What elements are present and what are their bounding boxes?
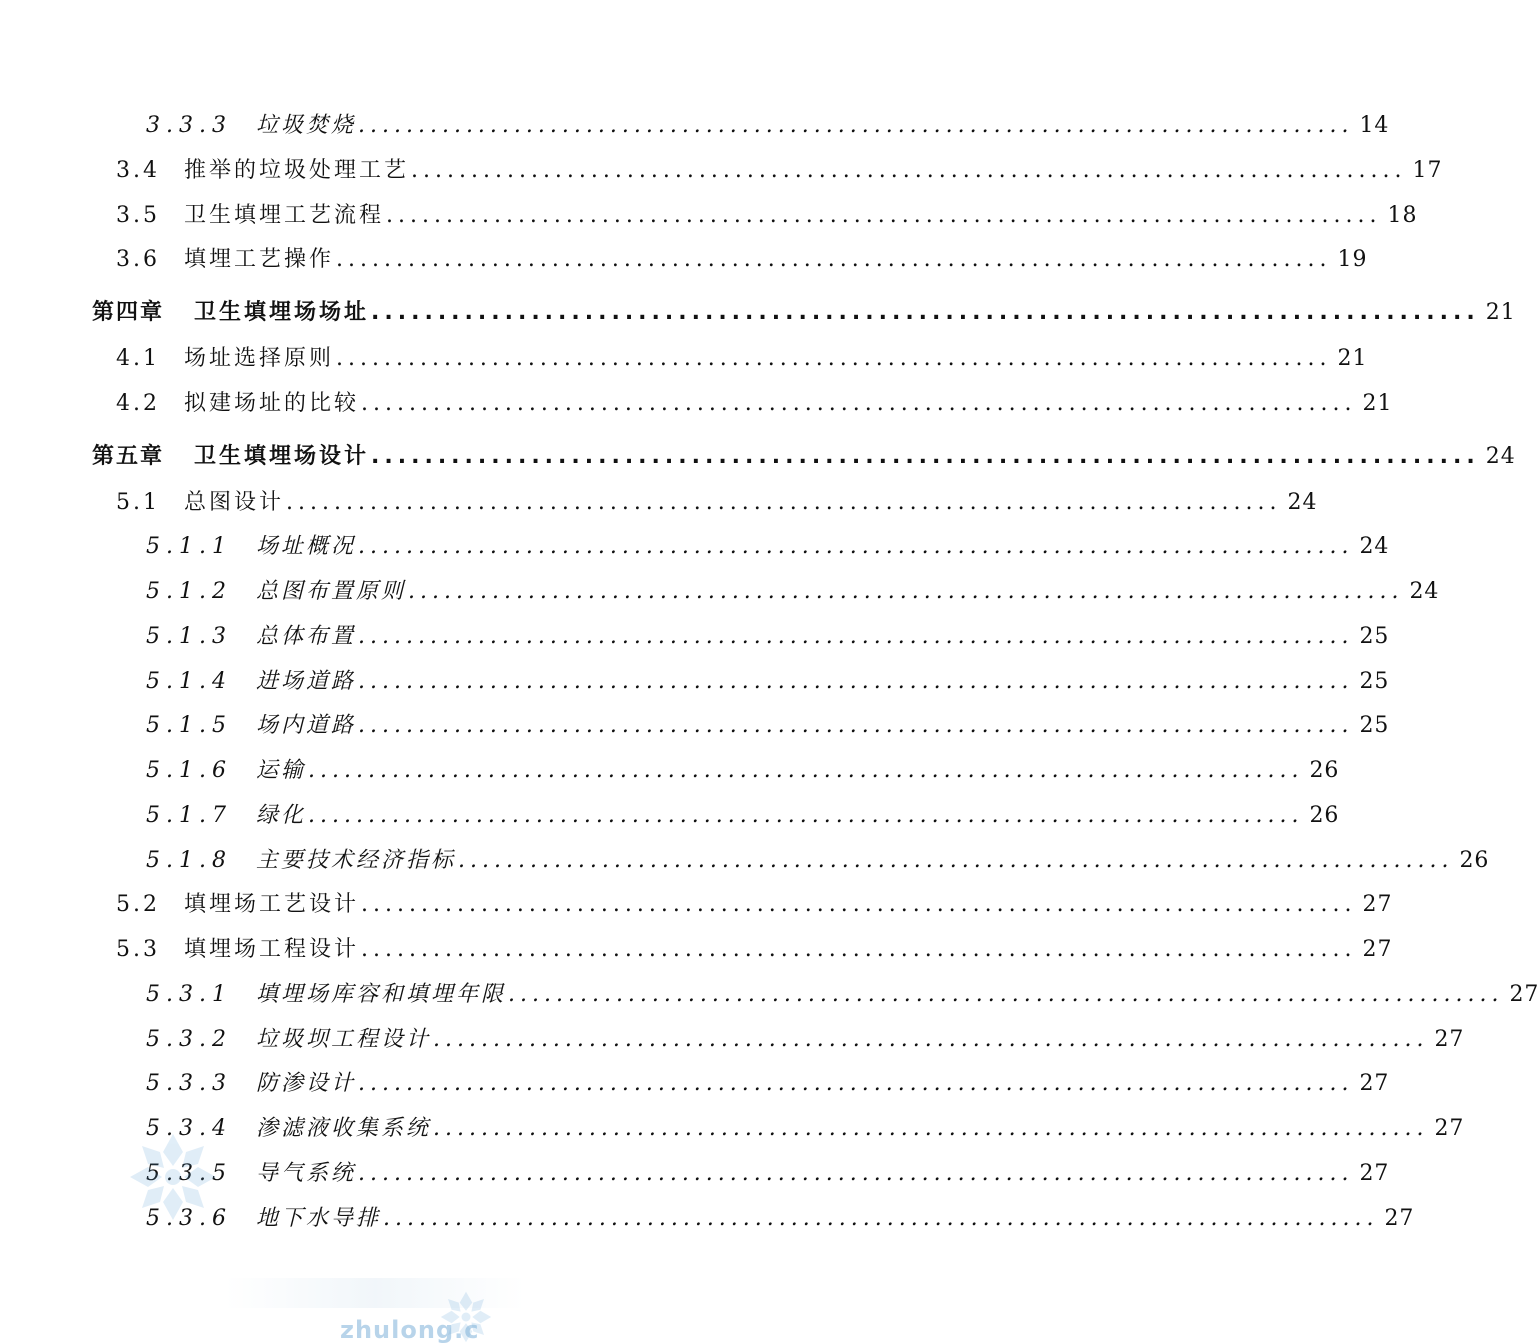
toc-entry[interactable] bbox=[92, 282, 1516, 326]
toc-entry[interactable] bbox=[116, 229, 1368, 273]
toc-entry-title: 卫生填埋场设计 bbox=[194, 443, 370, 469]
toc-entry-number: 5.2 bbox=[116, 892, 160, 918]
toc-dot-leader: ................................................................................... bbox=[408, 579, 1404, 604]
toc-entry-number: 第四章 bbox=[92, 300, 165, 325]
toc-page-number: 26 bbox=[1459, 847, 1490, 873]
toc-entry[interactable] bbox=[146, 1098, 1465, 1142]
toc-entry-number: 5.1.8 bbox=[146, 847, 232, 873]
toc-dot-leader: ................................................................................... bbox=[358, 1160, 1354, 1186]
snowflake-watermark-icon bbox=[128, 1132, 218, 1222]
toc-entry-number: 5.1.6 bbox=[146, 758, 232, 783]
toc-entry-title: 总图布置原则 bbox=[255, 579, 406, 604]
toc-dot-leader: ................................................................................... bbox=[308, 758, 1304, 783]
toc-dot-leader: ................................................................................... bbox=[286, 489, 1282, 515]
toc-page-number: 25 bbox=[1359, 623, 1390, 649]
toc-entry[interactable] bbox=[116, 140, 1443, 184]
toc-page-number: 26 bbox=[1309, 802, 1340, 828]
toc-entry[interactable] bbox=[92, 426, 1516, 470]
toc-entry-title: 主要技术经济指标 bbox=[255, 847, 456, 873]
toc-page-number: 27 bbox=[1434, 1116, 1465, 1141]
toc-entry[interactable] bbox=[116, 874, 1393, 918]
toc-entry-number: 5.1.1 bbox=[146, 534, 232, 560]
toc-page-number: 27 bbox=[1384, 1205, 1415, 1231]
toc-dot-leader: ................................................................................... bbox=[358, 623, 1354, 649]
watermark-text: zhulong.c bbox=[340, 1316, 480, 1344]
toc-dot-leader: ................................................................................... bbox=[371, 300, 1480, 325]
toc-entry-title: 填埋场工艺设计 bbox=[184, 892, 360, 918]
toc-entry-title: 地下水导排 bbox=[255, 1205, 381, 1231]
toc-page-number: 27 bbox=[1509, 981, 1539, 1007]
toc-page-number: 27 bbox=[1359, 1160, 1390, 1186]
toc-dot-leader: ................................................................................... bbox=[336, 247, 1332, 273]
toc-entry-number: 5.1.3 bbox=[146, 623, 232, 649]
toc-entry[interactable] bbox=[146, 561, 1440, 605]
toc-dot-leader: ................................................................................... bbox=[358, 534, 1354, 560]
toc-entry-number: 4.2 bbox=[116, 390, 160, 416]
toc-entry-title: 导气系统 bbox=[255, 1160, 356, 1186]
toc-entry[interactable] bbox=[146, 1009, 1465, 1053]
toc-page-number: 27 bbox=[1362, 892, 1393, 918]
toc-dot-leader: ................................................................................... bbox=[458, 847, 1454, 873]
toc-entry-title: 渗滤液收集系统 bbox=[255, 1116, 431, 1141]
toc-entry[interactable] bbox=[116, 472, 1318, 516]
toc-entry[interactable] bbox=[146, 651, 1390, 695]
toc-entry-title: 垃圾坝工程设计 bbox=[255, 1026, 431, 1052]
toc-dot-leader: ................................................................................... bbox=[358, 668, 1354, 694]
toc-dot-leader: ................................................................................... bbox=[508, 981, 1504, 1007]
toc-entry-number: 5.3.2 bbox=[146, 1026, 232, 1052]
toc-entry[interactable] bbox=[146, 1188, 1415, 1232]
toc-entry-number: 5.1.5 bbox=[146, 713, 232, 739]
toc-dot-leader: ................................................................................... bbox=[336, 346, 1332, 371]
toc-page-number: 24 bbox=[1359, 534, 1390, 560]
toc-page-number: 19 bbox=[1337, 247, 1368, 273]
toc-page-number: 27 bbox=[1359, 1071, 1390, 1097]
toc-entry[interactable] bbox=[146, 516, 1390, 560]
toc-dot-leader: ................................................................................... bbox=[361, 390, 1357, 416]
toc-entry-number: 4.1 bbox=[116, 346, 160, 371]
toc-page-number: 25 bbox=[1359, 668, 1390, 694]
toc-entry-number: 第五章 bbox=[92, 443, 165, 469]
toc-page-number: 27 bbox=[1434, 1026, 1465, 1052]
toc-entry-title: 防渗设计 bbox=[255, 1071, 356, 1097]
toc-page-number: 24 bbox=[1287, 489, 1318, 515]
toc-entry-number: 5.3.6 bbox=[146, 1205, 232, 1231]
toc-dot-leader: ................................................................................... bbox=[358, 1071, 1354, 1097]
toc-page-number: 24 bbox=[1485, 443, 1516, 469]
toc-entry-number: 5.1 bbox=[116, 489, 160, 515]
toc-entry-title: 总体布置 bbox=[255, 623, 356, 649]
toc-entry[interactable] bbox=[146, 785, 1340, 829]
toc-entry-title: 拟建场址的比较 bbox=[184, 390, 360, 416]
toc-entry-number: 3.4 bbox=[116, 157, 160, 183]
toc-entry[interactable] bbox=[146, 1053, 1390, 1097]
toc-entry[interactable] bbox=[146, 695, 1390, 739]
toc-entry-title: 卫生填埋场场址 bbox=[194, 300, 370, 325]
toc-page-number: 26 bbox=[1309, 758, 1340, 783]
toc-entry-title: 垃圾焚烧 bbox=[255, 113, 356, 138]
toc-entry-number: 5.1.2 bbox=[146, 579, 232, 604]
toc-entry-number: 3.6 bbox=[116, 247, 160, 273]
toc-entry-number: 5.1.4 bbox=[146, 668, 232, 694]
toc-entry-title: 推举的垃圾处理工艺 bbox=[184, 157, 410, 183]
toc-page-number: 24 bbox=[1409, 579, 1440, 604]
toc-entry-title: 填埋场库容和填埋年限 bbox=[255, 981, 506, 1007]
toc-entry-title: 场内道路 bbox=[255, 713, 356, 739]
toc-dot-leader: ................................................................................... bbox=[358, 113, 1354, 138]
toc-entry-title: 卫生填埋工艺流程 bbox=[184, 202, 385, 228]
toc-entry-title: 进场道路 bbox=[255, 668, 356, 694]
toc-dot-leader: ................................................................................... bbox=[371, 443, 1480, 469]
toc-entry[interactable] bbox=[146, 740, 1340, 784]
toc-entry-title: 场址概况 bbox=[255, 534, 356, 560]
toc-dot-leader: ................................................................................... bbox=[358, 713, 1354, 739]
toc-dot-leader: ................................................................................... bbox=[386, 202, 1382, 228]
toc-entry[interactable] bbox=[116, 919, 1393, 963]
toc-page-number: 21 bbox=[1337, 346, 1368, 371]
toc-dot-leader: ................................................................................... bbox=[411, 157, 1407, 183]
toc-entry-number: 5.3.1 bbox=[146, 981, 232, 1007]
toc-entry-number: 5.3.3 bbox=[146, 1071, 232, 1097]
toc-entry-number: 5.3.5 bbox=[146, 1160, 232, 1186]
toc-entry-title: 填埋工艺操作 bbox=[184, 247, 335, 273]
toc-page-number: 18 bbox=[1387, 202, 1418, 228]
toc-entry-number: 3.5 bbox=[116, 202, 160, 228]
toc-entry[interactable] bbox=[146, 606, 1390, 650]
toc-page-number: 25 bbox=[1359, 713, 1390, 739]
toc-dot-leader: ................................................................................... bbox=[383, 1205, 1379, 1231]
toc-entry[interactable] bbox=[146, 830, 1490, 874]
toc-dot-leader: ................................................................................... bbox=[433, 1026, 1429, 1052]
toc-entry[interactable] bbox=[116, 328, 1368, 372]
toc-dot-leader: ................................................................................... bbox=[308, 802, 1304, 828]
toc-entry-title: 绿化 bbox=[255, 802, 306, 828]
toc-entry[interactable] bbox=[116, 373, 1393, 417]
toc-entry[interactable] bbox=[116, 185, 1418, 229]
toc-page-number: 21 bbox=[1362, 390, 1393, 416]
toc-entry-number: 5.1.7 bbox=[146, 802, 232, 828]
toc-entry[interactable] bbox=[146, 1143, 1390, 1187]
toc-dot-leader: ................................................................................... bbox=[361, 892, 1357, 918]
toc-entry-number: 3.3.3 bbox=[146, 113, 232, 138]
toc-dot-leader: ................................................................................... bbox=[361, 937, 1357, 962]
toc-page-number: 17 bbox=[1412, 157, 1443, 183]
toc-entry-title: 场址选择原则 bbox=[184, 346, 335, 371]
toc-entry-title: 运输 bbox=[255, 758, 306, 783]
toc-page-number: 14 bbox=[1359, 113, 1390, 138]
toc-entry[interactable] bbox=[146, 95, 1390, 139]
toc-page-number: 21 bbox=[1485, 300, 1516, 325]
toc-entry-number: 5.3 bbox=[116, 937, 160, 962]
toc-entry-number: 5.3.4 bbox=[146, 1116, 232, 1141]
toc-entry-title: 总图设计 bbox=[184, 489, 285, 515]
toc-dot-leader: ................................................................................... bbox=[433, 1116, 1429, 1141]
toc-page-number: 27 bbox=[1362, 937, 1393, 962]
toc-entry-title: 填埋场工程设计 bbox=[184, 937, 360, 962]
toc-entry[interactable] bbox=[146, 964, 1539, 1008]
